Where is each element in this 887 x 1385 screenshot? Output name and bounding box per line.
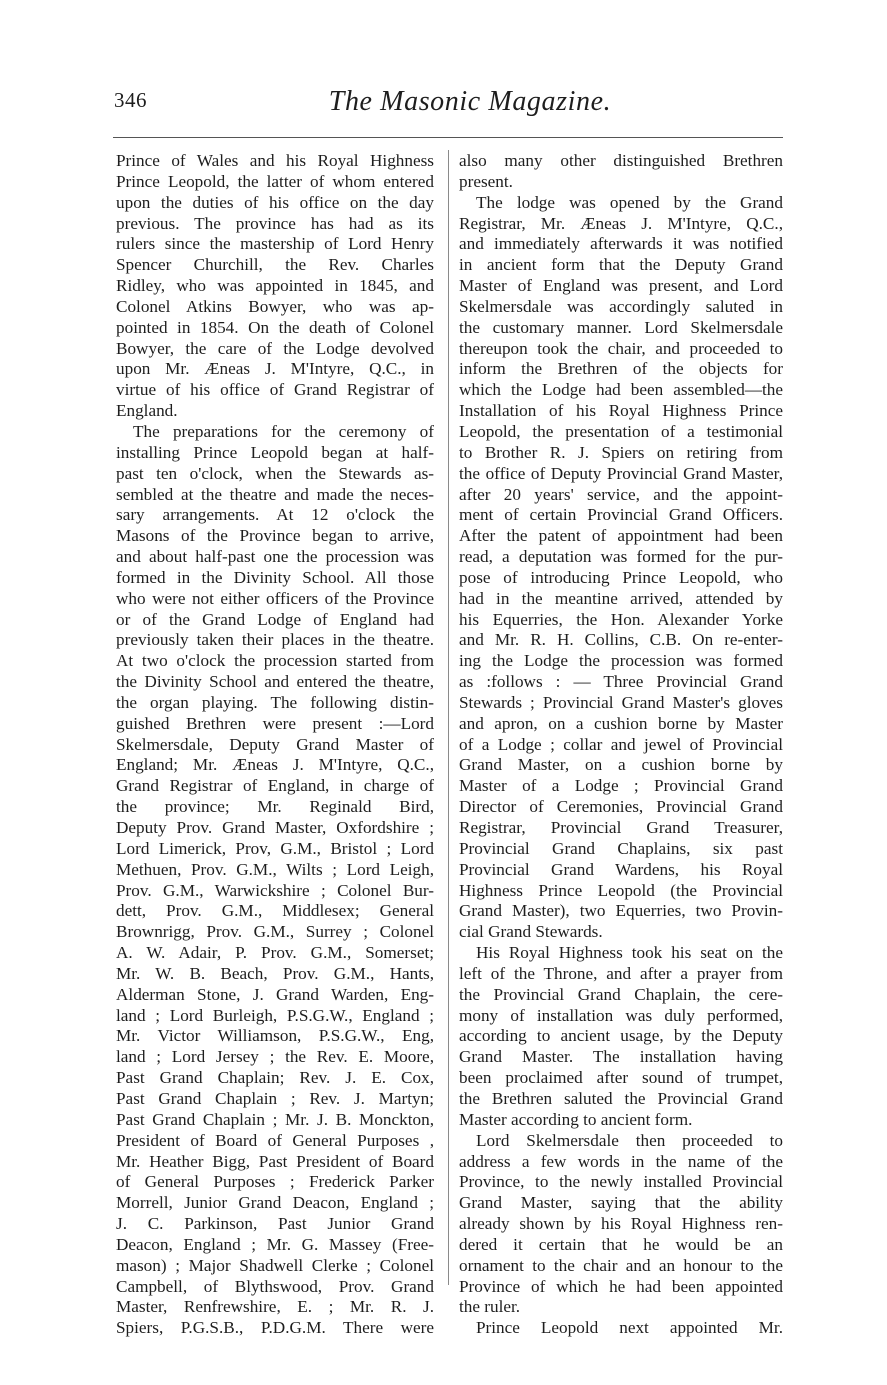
left-column-line: upon the duties of his office on the day bbox=[116, 192, 434, 212]
right-column-line: Stewards ; Provincial Grand Master's gloves bbox=[459, 692, 783, 712]
right-column-line: the customary manner. Lord Skelmersdale bbox=[459, 317, 783, 337]
left-column-line: England; Mr. Æneas J. M'Intyre, Q.C., bbox=[116, 755, 434, 775]
left-column-line: England. bbox=[116, 401, 178, 421]
left-column bbox=[116, 151, 434, 1339]
right-column-line: Prince Leopold next appointed Mr. bbox=[476, 1318, 783, 1338]
left-column-line: Methuen, Prov. G.M., Wilts ; Lord Leigh, bbox=[116, 859, 434, 879]
running-head-title: The Masonic Magazine. bbox=[328, 86, 612, 117]
left-column-line: Bowyer, the care of the Lodge devolved bbox=[116, 338, 434, 358]
left-column-line: Morrell, Junior Grand Deacon, England ; bbox=[116, 1193, 434, 1213]
left-column-line: the Divinity School and entered the theatre, bbox=[116, 672, 434, 692]
left-column-line: Grand Registrar of England, in charge of bbox=[116, 776, 434, 796]
right-column-line: His Royal Highness took his seat on the bbox=[476, 943, 783, 963]
right-column-line: Province, to the newly installed Provincial bbox=[459, 1172, 783, 1192]
right-column-line: read, a deputation was formed for the pur- bbox=[459, 547, 783, 567]
right-column-line: ing the Lodge the procession was formed bbox=[459, 651, 783, 671]
left-column-line: previous. The province has had as its bbox=[116, 213, 434, 233]
left-column-line: Master, Renfrewshire, E. ; Mr. R. J. bbox=[116, 1297, 434, 1317]
header-rule bbox=[113, 137, 783, 138]
left-column-line: Prov. G.M., Warwickshire ; Colonel Bur- bbox=[116, 880, 434, 900]
left-column-line: The preparations for the ceremony of bbox=[133, 421, 434, 441]
right-column-line: Installation of his Royal Highness Prince bbox=[459, 401, 783, 421]
right-column-line: Registrar, Mr. Æneas J. M'Intyre, Q.C., bbox=[459, 213, 783, 233]
left-column-line: guished Brethren were present :—Lord bbox=[116, 713, 434, 733]
left-column-line: President of Board of General Purposes , bbox=[116, 1130, 434, 1150]
right-column-line: The lodge was opened by the Grand bbox=[476, 192, 783, 212]
right-column-line: Director of Ceremonies, Provincial Grand bbox=[459, 797, 783, 817]
right-column-line: Registrar, Provincial Grand Treasurer, bbox=[459, 818, 783, 837]
right-column-line: present. bbox=[459, 171, 513, 191]
left-column-line: Past Grand Chaplain ; Mr. J. B. Monckton, bbox=[116, 1109, 434, 1129]
right-column-line: mony of installation was duly performed, bbox=[459, 1005, 783, 1025]
right-column-line: Master of a Lodge ; Provincial Grand bbox=[459, 776, 783, 796]
right-column-line: Provincial Grand Wardens, his Royal bbox=[459, 859, 783, 879]
left-column-line: Deputy Prov. Grand Master, Oxfordshire ; bbox=[116, 818, 434, 837]
right-column-line: his Equerries, the Hon. Alexander Yorke bbox=[459, 609, 783, 629]
page-number: 346 bbox=[114, 88, 147, 112]
left-column-line: Brownrigg, Prov. G.M., Surrey ; Colonel bbox=[116, 922, 434, 942]
left-column-line: of General Purposes ; Frederick Parker bbox=[116, 1172, 434, 1192]
left-column-line: At two o'clock the procession started from bbox=[116, 651, 434, 671]
left-column-line: or of the Grand Lodge of England had bbox=[116, 609, 434, 629]
right-column-line: which the Lodge had been assembled—the bbox=[459, 380, 783, 400]
right-column-line: in ancient form that the Deputy Grand bbox=[459, 255, 783, 275]
left-column-line: Spencer Churchill, the Rev. Charles bbox=[116, 255, 434, 275]
left-column-line: Past Grand Chaplain ; Rev. J. Martyn; bbox=[116, 1088, 434, 1108]
left-column-line: Mr. Victor Williamson, P.S.G.W., Eng, bbox=[116, 1026, 434, 1046]
right-column-line: Provincial Grand Chaplains, six past bbox=[459, 838, 783, 858]
left-column-line: sembled at the theatre and made the neces- bbox=[116, 484, 434, 504]
left-column-line: past ten o'clock, when the Stewards as- bbox=[116, 463, 434, 483]
left-column-line: mason) ; Major Shadwell Clerke ; Colonel bbox=[116, 1255, 434, 1275]
left-column-line: installing Prince Leopold began at half- bbox=[116, 442, 434, 462]
right-column-line: Skelmersdale was accordingly saluted in bbox=[459, 296, 783, 316]
right-column-line: thereupon took the chair, and proceeded to bbox=[459, 338, 783, 358]
right-column-line: Lord Skelmersdale then proceeded to bbox=[476, 1130, 783, 1150]
right-column-line: the ruler. bbox=[459, 1297, 521, 1317]
left-column-line: formed in the Divinity School. All those bbox=[116, 567, 434, 587]
left-column-line: who were not either officers of the Province bbox=[116, 588, 434, 608]
left-column-line: virtue of his office of Grand Registrar of bbox=[116, 380, 434, 400]
right-column-line: After the patent of appointment had been bbox=[459, 526, 783, 546]
right-column-line: already shown by his Royal Highness ren- bbox=[459, 1214, 783, 1234]
left-column-line: Masons of the Province began to arrive, bbox=[116, 526, 434, 546]
right-column bbox=[459, 151, 783, 1339]
right-column-line: the Provincial Grand Chaplain, the cere- bbox=[459, 984, 783, 1004]
left-column-line: pointed in 1854. On the death of Colonel bbox=[116, 317, 434, 337]
right-column-line: according to ancient usage, by the Deputy bbox=[459, 1026, 783, 1046]
left-column-line: the province; Mr. Reginald Bird, bbox=[116, 797, 434, 817]
right-column-line: the office of Deputy Provincial Grand Master, bbox=[459, 463, 783, 483]
left-column-line: land ; Lord Burleigh, P.S.G.W., England ; bbox=[116, 1005, 434, 1025]
left-column-line: previously taken their places in the theatre. bbox=[116, 630, 434, 650]
right-column-line: Master of England was present, and Lord bbox=[459, 276, 783, 296]
right-column-line: Highness Prince Leopold (the Provincial bbox=[459, 880, 783, 900]
right-column-line: Master according to ancient form. bbox=[459, 1109, 693, 1129]
right-column-line: ment of certain Provincial Grand Officers. bbox=[459, 505, 783, 525]
left-column-line: Colonel Atkins Bowyer, who was ap- bbox=[116, 296, 434, 316]
left-column-line: Alderman Stone, J. Grand Warden, Eng- bbox=[116, 984, 434, 1004]
right-column-line: been proclaimed after sound of trumpet, bbox=[459, 1068, 783, 1088]
left-column-line: Lord Limerick, Prov, G.M., Bristol ; Lord bbox=[116, 838, 434, 858]
left-column-line: Mr. W. B. Beach, Prov. G.M., Hants, bbox=[116, 963, 434, 983]
right-column-line: and immediately afterwards it was notified bbox=[459, 234, 783, 254]
left-column-line: Deacon, England ; Mr. G. Massey (Free- bbox=[116, 1234, 434, 1254]
right-column-line: pose of introducing Prince Leopold, who bbox=[459, 567, 783, 587]
left-column-line: Ridley, who was appointed in 1845, and bbox=[116, 276, 434, 296]
right-column-line: cial Grand Stewards. bbox=[459, 922, 603, 942]
left-column-line: Mr. Heather Bigg, Past President of Board bbox=[116, 1151, 434, 1171]
right-column-line: and Mr. R. H. Collins, C.B. On re-enter- bbox=[459, 630, 783, 650]
right-column-line: Grand Master, on a cushion borne by bbox=[459, 755, 783, 775]
right-column-line: the Brethren saluted the Provincial Grand bbox=[459, 1088, 783, 1108]
column-divider bbox=[448, 150, 449, 1285]
left-column-line: Past Grand Chaplain; Rev. J. E. Cox, bbox=[116, 1068, 434, 1088]
left-column-line: Campbell, of Blythswood, Prov. Grand bbox=[116, 1276, 434, 1296]
right-column-line: after 20 years' service, and the appoint- bbox=[459, 484, 783, 504]
left-column-line: J. C. Parkinson, Past Junior Grand bbox=[116, 1214, 434, 1234]
left-column-line: A. W. Adair, P. Prov. G.M., Somerset; bbox=[116, 943, 434, 963]
left-column-line: land ; Lord Jersey ; the Rev. E. Moore, bbox=[116, 1047, 434, 1067]
right-column-line: address a few words in the name of the bbox=[459, 1151, 783, 1171]
right-column-line: also many other distinguished Brethren bbox=[459, 151, 783, 170]
left-column-line: Prince Leopold, the latter of whom entered bbox=[116, 171, 434, 191]
right-column-line: inform the Brethren of the objects for bbox=[459, 359, 783, 379]
right-column-line: to Brother R. J. Spiers on retiring from bbox=[459, 442, 783, 462]
left-column-line: dett, Prov. G.M., Middlesex; General bbox=[116, 901, 434, 921]
right-column-line: of a Lodge ; collar and jewel of Provincial bbox=[459, 734, 783, 754]
left-column-line: upon Mr. Æneas J. M'Intyre, Q.C., in bbox=[116, 359, 434, 379]
left-column-line: sary arrangements. At 12 o'clock the bbox=[116, 505, 434, 525]
right-column-line: Grand Master. The installation having bbox=[459, 1047, 783, 1067]
left-column-line: Prince of Wales and his Royal Highness bbox=[116, 151, 434, 170]
right-column-line: as :follows : — Three Provincial Grand bbox=[459, 672, 783, 692]
right-column-line: had in the meantine arrived, attended by bbox=[459, 588, 783, 608]
right-column-line: dered it certain that he would be an bbox=[459, 1234, 783, 1254]
right-column-line: Leopold, the presentation of a testimonial bbox=[459, 421, 783, 441]
right-column-line: ornament to the chair and an honour to the bbox=[459, 1255, 783, 1275]
right-column-line: left of the Throne, and after a prayer from bbox=[459, 963, 783, 983]
left-column-line: Skelmersdale, Deputy Grand Master of bbox=[116, 734, 434, 754]
left-column-line: the organ playing. The following distin- bbox=[116, 692, 434, 712]
right-column-line: and apron, on a cushion borne by Master bbox=[459, 713, 783, 733]
left-column-line: Spiers, P.G.S.B., P.D.G.M. There were bbox=[116, 1318, 434, 1338]
right-column-line: Grand Master, saying that the ability bbox=[459, 1193, 783, 1213]
right-column-line: Province of which he had been appointed bbox=[459, 1276, 783, 1296]
right-column-line: Grand Master), two Equerries, two Provin- bbox=[459, 901, 783, 921]
left-column-line: rulers since the mastership of Lord Henry bbox=[116, 234, 434, 254]
left-column-line: and about half-past one the procession was bbox=[116, 547, 434, 567]
